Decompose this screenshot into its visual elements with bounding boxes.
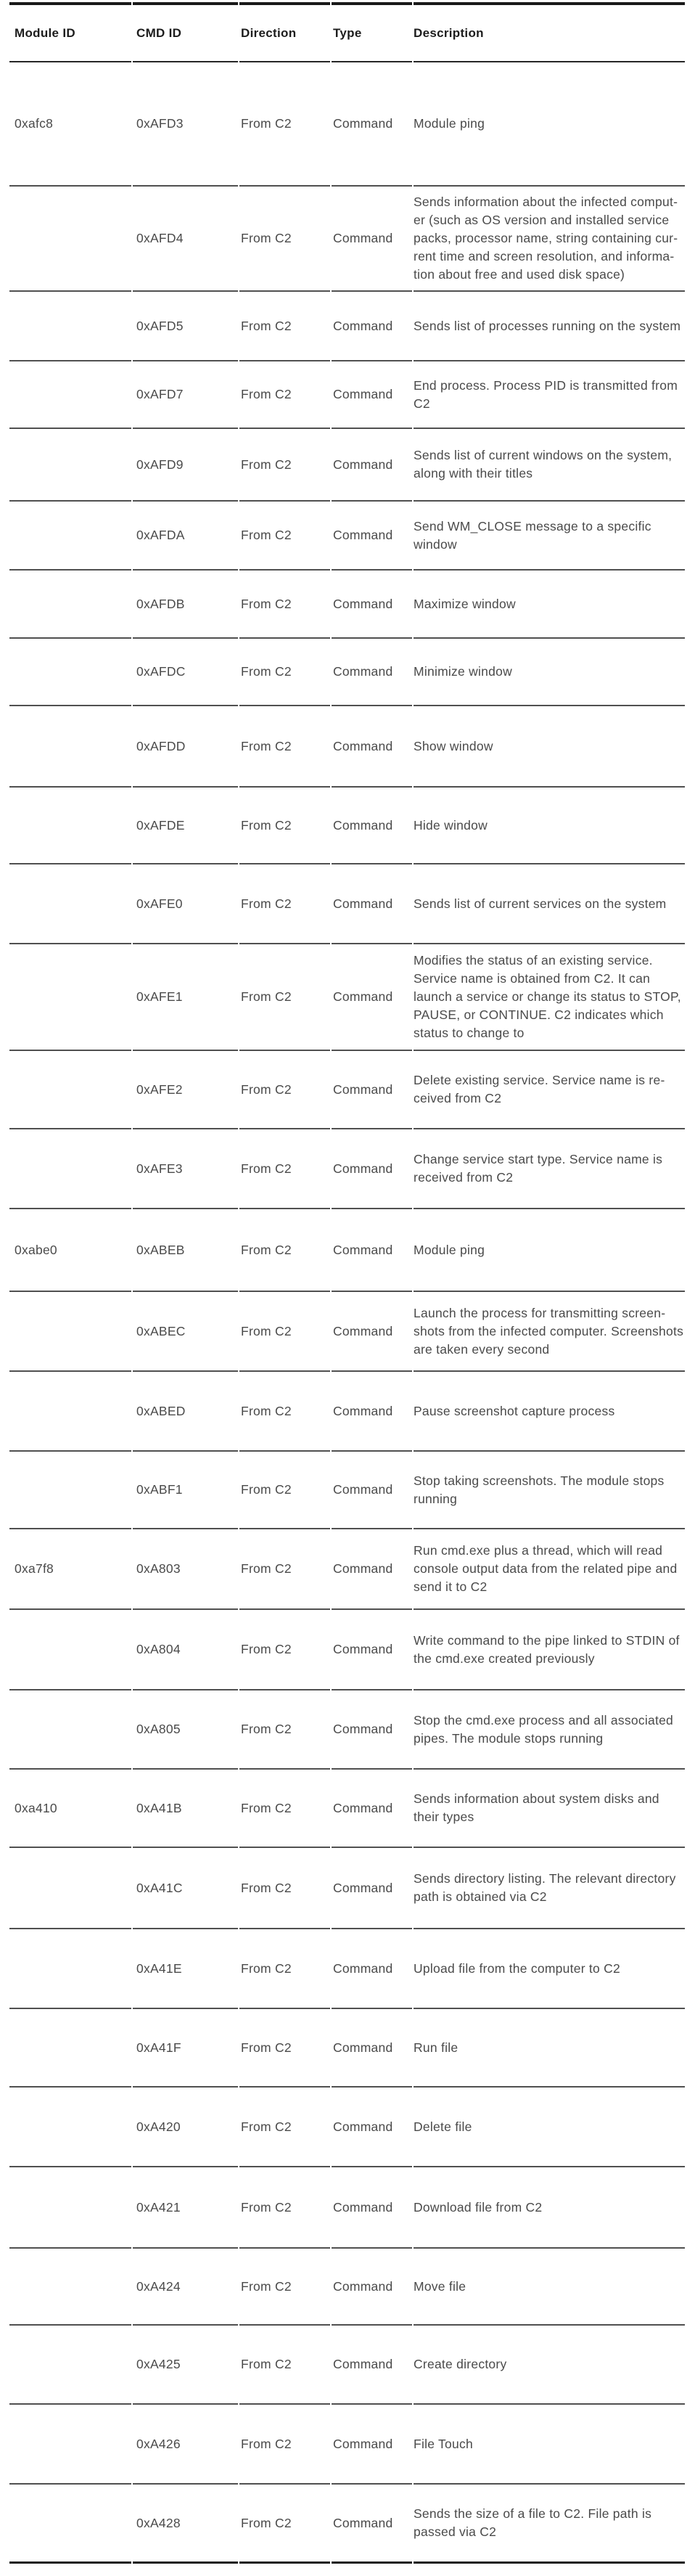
cmd-id-cell: 0xA804 [133,1610,238,1690]
cmd-id-cell: 0xAFD4 [133,187,238,292]
type-cell: Command [332,2167,412,2249]
cmd-id-cell: 0xABEC [133,1292,238,1372]
description-cell: Module ping [414,1209,685,1292]
type-cell: Command [332,944,412,1051]
description-cell: Sends information about the infected computer (such as OS version and installed service packs, processor name, string containing current time and screen resolution, and information about free and used disk space) [414,187,685,292]
direction-cell: From C2 [239,1292,330,1372]
module-id-cell [9,1610,131,1690]
type-cell: Command [332,788,412,864]
table-row [9,944,685,1051]
description-cell: Change service start type. Service name is received from C2 [414,1129,685,1209]
type-cell: Command [332,639,412,706]
type-cell: Command [332,502,412,571]
direction-cell: From C2 [239,2167,330,2249]
cmd-id-cell: 0xAFDE [133,788,238,864]
cmd-id-cell: 0xA428 [133,2485,238,2564]
description-cell: Upload file from the computer to C2 [414,1929,685,2009]
direction-cell: From C2 [239,1051,330,1129]
table-row [9,1129,685,1209]
direction-cell: From C2 [239,788,330,864]
direction-cell: From C2 [239,361,330,429]
cmd-id-cell: 0xA805 [133,1690,238,1770]
direction-cell: From C2 [239,2405,330,2485]
table-row [9,2326,685,2405]
direction-cell: From C2 [239,1452,330,1529]
cmd-id-cell: 0xAFD5 [133,292,238,361]
description-cell: Run cmd.exe plus a thread, which will read console output data from the related pipe and send it to C2 [414,1529,685,1610]
table-row [9,639,685,706]
module-id-cell [9,2485,131,2564]
table-header [9,2,685,62]
type-cell: Command [332,1051,412,1129]
table-row [9,1372,685,1452]
cmd-id-cell: 0xAFE3 [133,1129,238,1209]
description-cell: Sends information about system disks and their types [414,1770,685,1848]
direction-cell: From C2 [239,1610,330,1690]
cmd-id-cell: 0xA420 [133,2088,238,2167]
type-cell: Command [332,1770,412,1848]
module-id-cell [9,187,131,292]
direction-cell: From C2 [239,1690,330,1770]
direction-cell: From C2 [239,2249,330,2326]
table-row [9,1452,685,1529]
cmd-id-cell: 0xA421 [133,2167,238,2249]
type-cell: Command [332,571,412,639]
module-id-cell [9,706,131,788]
direction-cell: From C2 [239,429,330,502]
type-cell: Command [332,1929,412,2009]
direction-cell: From C2 [239,1529,330,1610]
module-id-cell: 0xa410 [9,1770,131,1848]
cmd-id-cell: 0xA41E [133,1929,238,2009]
type-cell: Command [332,1209,412,1292]
description-cell: Move file [414,2249,685,2326]
table-row [9,706,685,788]
cmd-id-cell: 0xA41F [133,2009,238,2088]
module-id-cell [9,2088,131,2167]
cmd-id-cell: 0xAFD7 [133,361,238,429]
cmd-id-cell: 0xA426 [133,2405,238,2485]
type-cell: Command [332,706,412,788]
module-id-cell [9,1051,131,1129]
module-id-cell [9,361,131,429]
description-cell: Sends the size of a file to C2. File path is passed via C2 [414,2485,685,2564]
type-cell: Command [332,2405,412,2485]
description-cell: Maximize window [414,571,685,639]
direction-cell: From C2 [239,1770,330,1848]
direction-cell: From C2 [239,864,330,944]
type-cell: Command [332,1129,412,1209]
table-row [9,2405,685,2485]
cmd-id-cell: 0xA424 [133,2249,238,2326]
type-cell: Command [332,1372,412,1452]
cmd-id-cell: 0xAFD3 [133,62,238,187]
direction-cell: From C2 [239,1929,330,2009]
module-id-cell [9,1452,131,1529]
header-row [9,2,685,62]
type-cell: Command [332,1452,412,1529]
module-id-cell [9,1129,131,1209]
description-cell: Write command to the pipe linked to STDIN of the cmd.exe created previously [414,1610,685,1690]
cmd-id-cell: 0xA425 [133,2326,238,2405]
table-row [9,864,685,944]
module-id-cell [9,2009,131,2088]
column-header-cmd-id: CMD ID [133,2,238,62]
type-cell: Command [332,1610,412,1690]
module-id-cell [9,864,131,944]
cmd-id-cell: 0xAFE1 [133,944,238,1051]
table-row [9,1209,685,1292]
type-cell: Command [332,1848,412,1929]
cmd-id-cell: 0xAFE0 [133,864,238,944]
cmd-id-cell: 0xA41C [133,1848,238,1929]
table-row [9,62,685,187]
description-cell: Create directory [414,2326,685,2405]
table-row [9,1051,685,1129]
module-id-cell [9,1292,131,1372]
table-row [9,2249,685,2326]
direction-cell: From C2 [239,2009,330,2088]
direction-cell: From C2 [239,2326,330,2405]
module-id-cell: 0xa7f8 [9,1529,131,1610]
type-cell: Command [332,62,412,187]
type-cell: Command [332,1292,412,1372]
table-row [9,1690,685,1770]
column-header-direction: Direction [239,2,330,62]
cmd-id-cell: 0xABF1 [133,1452,238,1529]
description-cell: Hide window [414,788,685,864]
description-cell: Minimize window [414,639,685,706]
table-row [9,429,685,502]
malware-commands-table [8,2,686,2564]
cmd-id-cell: 0xABEB [133,1209,238,1292]
cmd-id-cell: 0xA803 [133,1529,238,1610]
description-cell: Launch the process for transmitting screenshots from the infected computer. Screenshots are taken every second [414,1292,685,1372]
type-cell: Command [332,429,412,502]
type-cell: Command [332,2009,412,2088]
direction-cell: From C2 [239,1129,330,1209]
table-row [9,292,685,361]
column-header-description: Description [414,2,685,62]
type-cell: Command [332,1690,412,1770]
module-id-cell [9,1690,131,1770]
module-id-cell [9,639,131,706]
direction-cell: From C2 [239,292,330,361]
description-cell: File Touch [414,2405,685,2485]
module-id-cell [9,2167,131,2249]
module-id-cell [9,2405,131,2485]
module-id-cell [9,788,131,864]
table-row [9,2088,685,2167]
table-row [9,502,685,571]
module-id-cell [9,292,131,361]
cmd-id-cell: 0xAFE2 [133,1051,238,1129]
direction-cell: From C2 [239,706,330,788]
table-row [9,2485,685,2564]
module-id-cell [9,571,131,639]
table-body [9,62,685,2564]
direction-cell: From C2 [239,571,330,639]
description-cell: Stop taking screenshots. The module stops running [414,1452,685,1529]
table-row [9,1770,685,1848]
description-cell: Modifies the status of an existing service. Service name is obtained from C2. It can launch a service or change its status to STOP, PAUSE, or CONTINUE. C2 indicates which status to change to [414,944,685,1051]
description-cell: Sends directory listing. The relevant directory path is obtained via C2 [414,1848,685,1929]
description-cell: Send WM_CLOSE message to a specific window [414,502,685,571]
direction-cell: From C2 [239,639,330,706]
direction-cell: From C2 [239,502,330,571]
cmd-id-cell: 0xAFD9 [133,429,238,502]
table-row [9,2167,685,2249]
table-row [9,1929,685,2009]
type-cell: Command [332,2485,412,2564]
table-row [9,2009,685,2088]
type-cell: Command [332,2326,412,2405]
module-id-cell [9,502,131,571]
description-cell: Module ping [414,62,685,187]
table-row [9,788,685,864]
description-cell: Sends list of current services on the system [414,864,685,944]
column-header-module-id: Module ID [9,2,131,62]
type-cell: Command [332,292,412,361]
direction-cell: From C2 [239,2088,330,2167]
description-cell: Run file [414,2009,685,2088]
description-cell: Delete existing service. Service name is received from C2 [414,1051,685,1129]
module-id-cell [9,1372,131,1452]
direction-cell: From C2 [239,944,330,1051]
table-row [9,1610,685,1690]
module-id-cell [9,944,131,1051]
cmd-id-cell: 0xAFDB [133,571,238,639]
module-id-cell [9,1929,131,2009]
module-id-cell: 0xabe0 [9,1209,131,1292]
description-cell: Sends list of current windows on the system, along with their titles [414,429,685,502]
type-cell: Command [332,2088,412,2167]
type-cell: Command [332,187,412,292]
description-cell: Delete file [414,2088,685,2167]
table-row [9,187,685,292]
module-id-cell [9,2326,131,2405]
table-row [9,1529,685,1610]
direction-cell: From C2 [239,62,330,187]
description-cell: Download file from C2 [414,2167,685,2249]
module-id-cell: 0xafc8 [9,62,131,187]
type-cell: Command [332,864,412,944]
module-id-cell [9,2249,131,2326]
cmd-id-cell: 0xAFDD [133,706,238,788]
table-row [9,361,685,429]
direction-cell: From C2 [239,2485,330,2564]
type-cell: Command [332,361,412,429]
description-cell: Sends list of processes running on the system [414,292,685,361]
table-row [9,1292,685,1372]
module-id-cell [9,429,131,502]
column-header-type: Type [332,2,412,62]
direction-cell: From C2 [239,1209,330,1292]
direction-cell: From C2 [239,1372,330,1452]
direction-cell: From C2 [239,1848,330,1929]
cmd-id-cell: 0xAFDA [133,502,238,571]
module-id-cell [9,1848,131,1929]
cmd-id-cell: 0xAFDC [133,639,238,706]
cmd-id-cell: 0xABED [133,1372,238,1452]
description-cell: Pause screenshot capture process [414,1372,685,1452]
description-cell: End process. Process PID is transmitted from C2 [414,361,685,429]
cmd-id-cell: 0xA41B [133,1770,238,1848]
description-cell: Show window [414,706,685,788]
table-row [9,1848,685,1929]
table-row [9,571,685,639]
type-cell: Command [332,2249,412,2326]
direction-cell: From C2 [239,187,330,292]
description-cell: Stop the cmd.exe process and all associated pipes. The module stops running [414,1690,685,1770]
type-cell: Command [332,1529,412,1610]
